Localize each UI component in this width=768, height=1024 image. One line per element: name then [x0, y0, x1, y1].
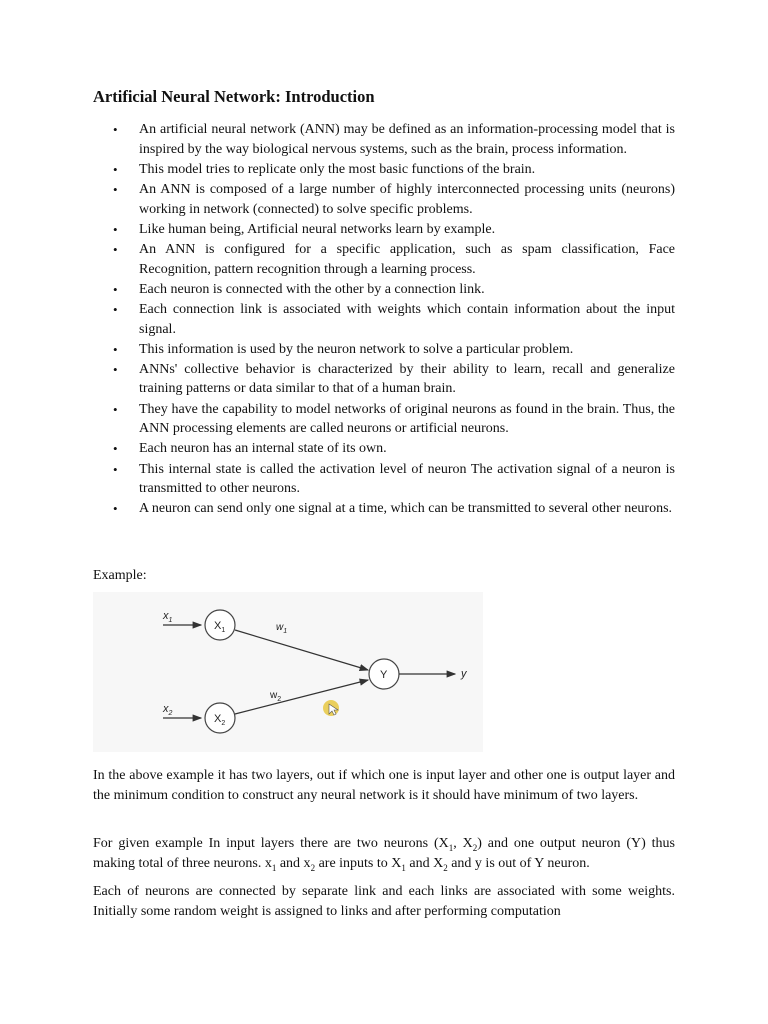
list-item [93, 220, 675, 240]
list-item-text: An ANN is configured for a specific application, such as spam classification, Face Recognition, pattern recognition through a learning process. [139, 241, 675, 277]
example-label: Example: [93, 568, 147, 583]
list-item [93, 460, 675, 499]
list-item-text: Each connection link is associated with weights which contain information about the input signal. [139, 301, 675, 337]
list-item [93, 160, 675, 180]
link-x1-y [235, 630, 368, 670]
bullet-icon: • [113, 122, 118, 137]
list-item-text: An artificial neural network (ANN) may be defined as an information-processing model that is inspired by the way biological nervous systems, such as the brain, process information. [139, 122, 675, 157]
list-item [93, 340, 675, 360]
list-item-text: Like human being, Artificial neural networks learn by example. [139, 221, 496, 237]
diagram-svg [93, 592, 483, 752]
output-y-label: y [461, 668, 467, 680]
list-item [93, 280, 675, 300]
bullet-icon: • [113, 281, 118, 297]
paragraph-weights: Each of neurons are connected by separate link and each links are associated with some weights. Initially some random weight is assigned to links and after performing computation [93, 884, 675, 919]
node-x1-label: $X_1$ [214, 620, 226, 634]
bullet-icon: • [113, 361, 118, 377]
list-item [93, 300, 675, 339]
bullet-icon: • [113, 181, 118, 197]
node-y-label: Y [380, 669, 388, 681]
list-item-text: They have the capability to model networks of original neurons as found in the brain. Thus, the ANN processing elements are called neurons or artificial neurons. [139, 401, 675, 437]
list-item-text: ANNs' collective behavior is characterized by their ability to learn, recall and generalize training patterns or data similar to that of a human brain. [139, 361, 675, 397]
bullet-icon: • [113, 221, 118, 237]
bullet-icon: • [113, 401, 118, 417]
bullet-list [93, 120, 675, 520]
list-item-text: A neuron can send only one signal at a time, which can be transmitted to several other neurons. [139, 501, 673, 517]
bullet-icon: • [113, 501, 118, 517]
bullet-icon: • [113, 241, 118, 257]
link-x2-y [235, 680, 368, 714]
list-item-text: Each neuron has an internal state of its own. [139, 441, 387, 457]
list-item [93, 439, 675, 459]
node-x2-label: $X_2$ [214, 713, 226, 727]
list-item-text: Each neuron is connected with the other by a connection link. [139, 281, 485, 297]
list-item [93, 120, 675, 159]
list-item-text: This internal state is called the activation level of neuron The activation signal of a neuron is transmitted to other neurons. [139, 461, 675, 497]
list-item [93, 180, 675, 219]
list-item [93, 400, 675, 439]
list-item [93, 499, 675, 519]
bullet-icon: • [113, 341, 118, 357]
weight-2-label: $w_2$ [270, 690, 282, 703]
input-x1-label: $x_1$ [163, 610, 173, 624]
list-item [93, 360, 675, 399]
page-title: Artificial Neural Network: Introduction [93, 87, 375, 106]
input-x2-label: $x_2$ [163, 703, 173, 717]
bullet-icon: • [113, 161, 118, 177]
list-item-text: An ANN is composed of a large number of highly interconnected processing units (neurons) working in network (connected) to solve specific problems. [139, 181, 675, 217]
list-item [93, 240, 675, 279]
bullet-icon: • [113, 441, 118, 457]
list-item-text: This model tries to replicate only the most basic functions of the brain. [139, 161, 536, 177]
paragraph-layers: In the above example it has two layers, out if which one is input layer and other one is output layer and the minimum condition to construct any neural network is it should have minimum of two layers. [93, 768, 675, 803]
neural-network-diagram [93, 592, 483, 752]
bullet-icon: • [113, 301, 118, 317]
weight-1-label: $w_1$ [276, 622, 288, 635]
bullet-icon: • [113, 461, 118, 477]
paragraph-neurons: For given example In input layers there are two neurons ($X_1$, $X_2$) and one output neuron (Y) thus making total of three neurons. $x_1$ and $x_2$ are inputs to $X_1$ and $X_2$ and y is out of Y neuron. [93, 836, 675, 873]
list-item-text: This information is used by the neuron network to solve a particular problem. [139, 341, 574, 357]
